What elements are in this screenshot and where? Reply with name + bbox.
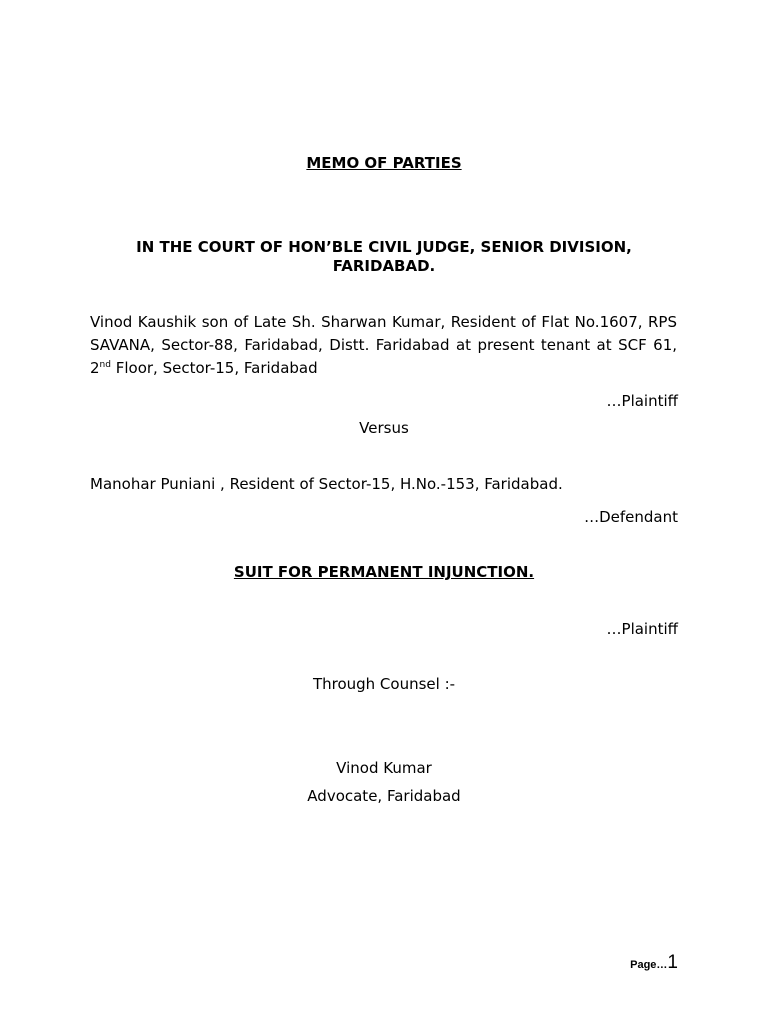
memo-title: MEMO OF PARTIES: [306, 154, 462, 172]
page-footer: [600, 952, 678, 974]
plaintiff-details: [90, 311, 677, 380]
ordinal-superscript: nd: [99, 360, 111, 370]
counsel-name: Vinod Kumar: [336, 759, 432, 777]
court-heading: [90, 238, 678, 276]
suit-title: SUIT FOR PERMANENT INJUNCTION.: [233, 563, 535, 581]
counsel-designation: Advocate, Faridabad: [307, 787, 461, 805]
defendant-label: …Defendant: [584, 508, 678, 526]
court-heading-line1: IN THE COURT OF HON’BLE CIVIL JUDGE, SENIOR DIVISION,: [136, 238, 632, 256]
defendant-details: Manohar Puniani , Resident of Sector-15, H.No.-153, Faridabad.: [90, 475, 563, 493]
plaintiff-details-text: Vinod Kaushik son of Late Sh. Sharwan Kumar, Resident of Flat No.1607, RPS SAVANA, Sector-88, Faridabad, Distt. Faridabad at present tenant at SCF 61, 2: [90, 313, 677, 377]
court-heading-line2: FARIDABAD.: [332, 257, 436, 275]
page-number: 1: [667, 952, 678, 973]
page-label: Page…: [630, 959, 668, 971]
plaintiff-label: …Plaintiff: [606, 392, 678, 410]
plaintiff-details-text-end: Floor, Sector-15, Faridabad: [110, 359, 318, 377]
plaintiff-label-2: …Plaintiff: [606, 620, 678, 638]
through-counsel: Through Counsel :-: [312, 675, 456, 693]
versus-label: Versus: [359, 419, 409, 437]
